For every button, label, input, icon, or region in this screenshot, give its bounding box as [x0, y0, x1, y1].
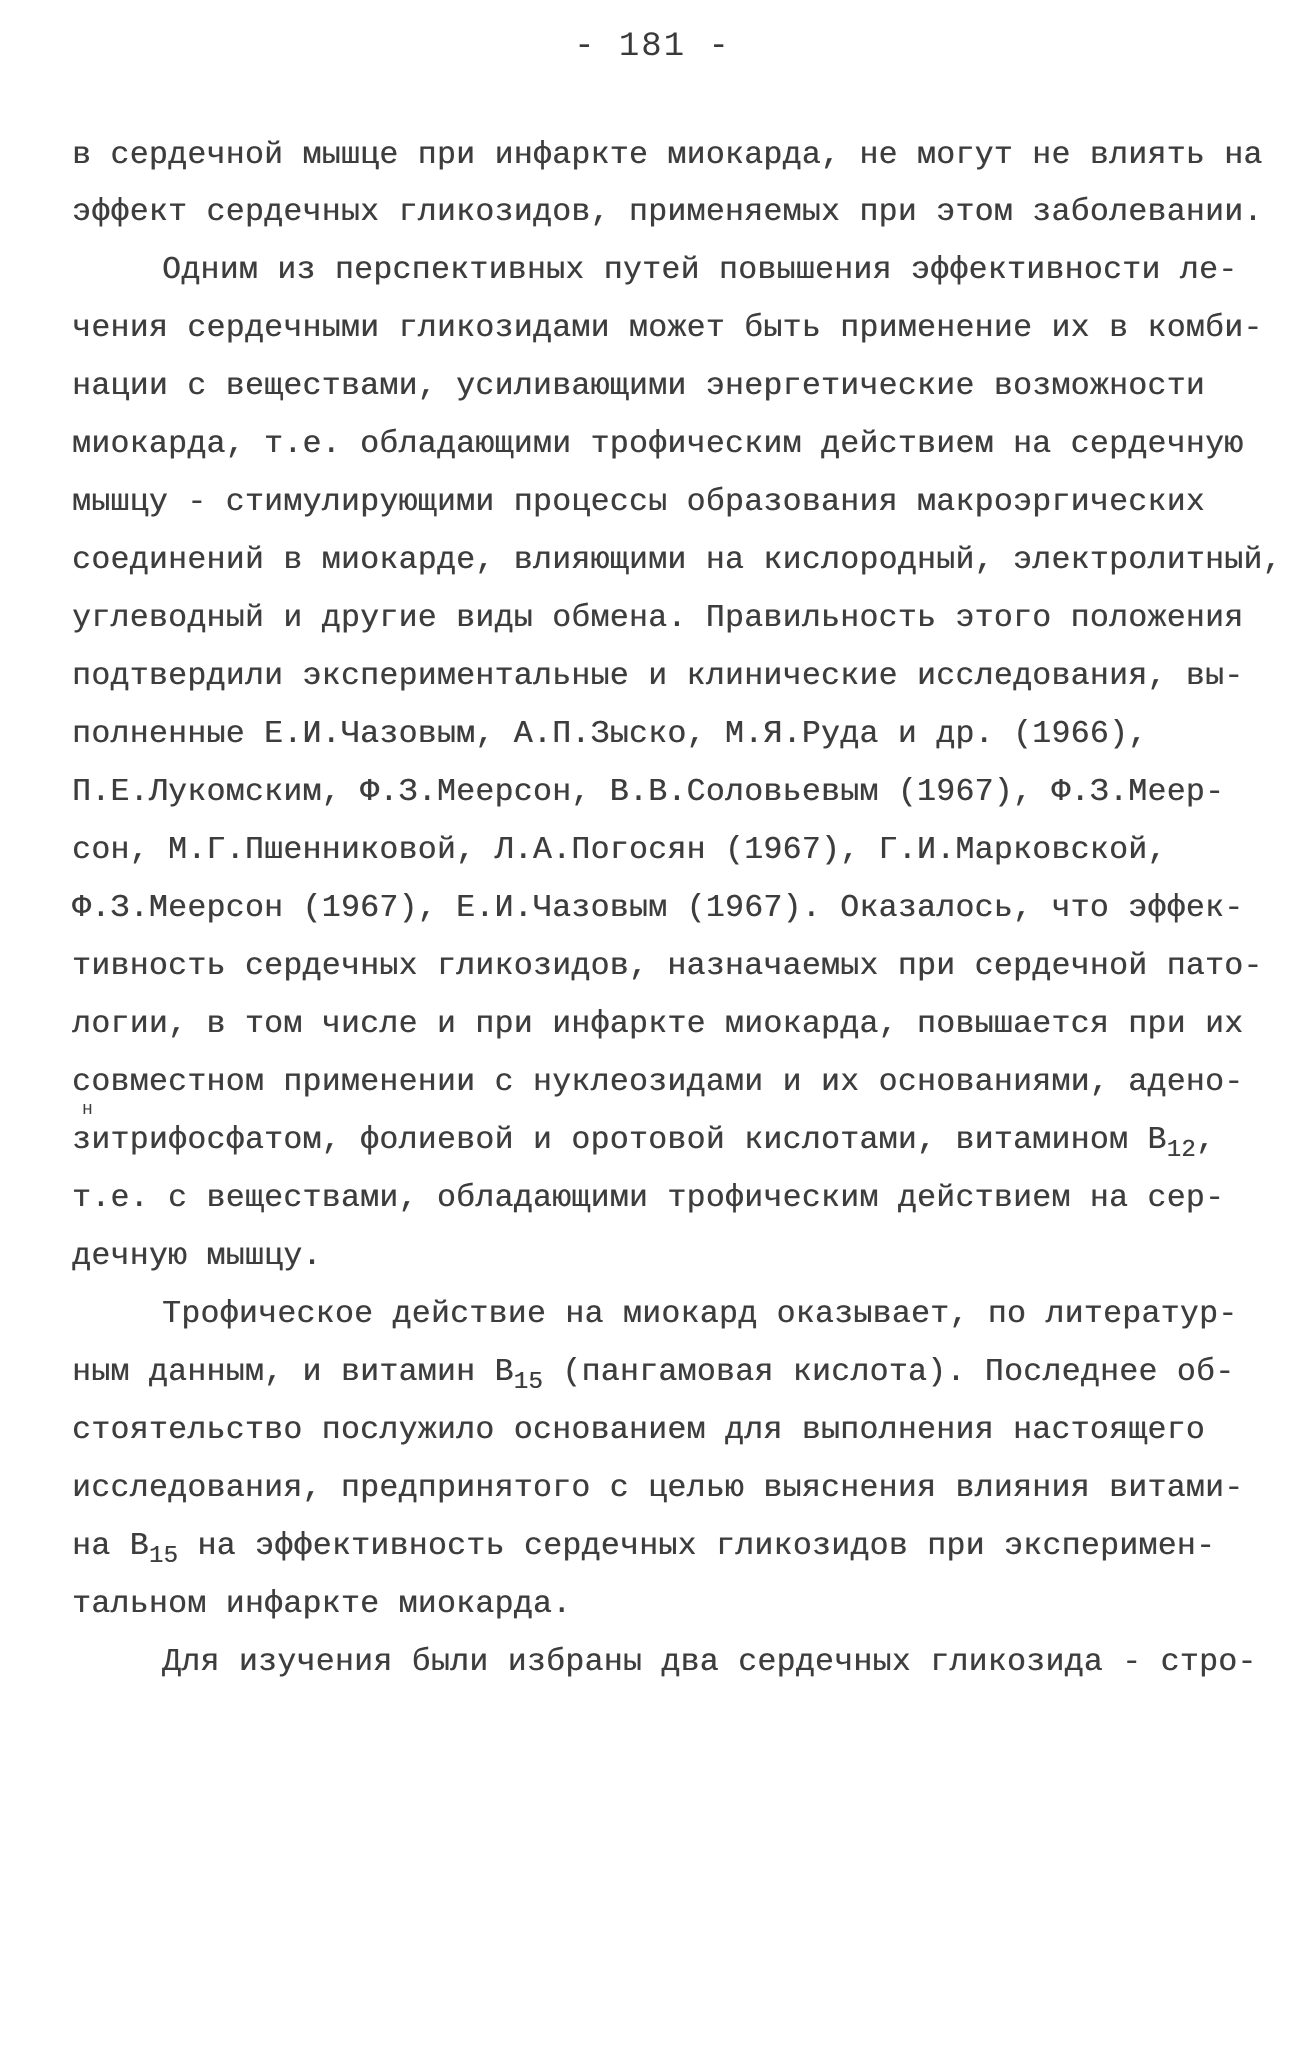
subscript: 15 [148, 1543, 179, 1570]
subscript: 12 [1166, 1137, 1196, 1164]
text-line: исследования, предпринятого с целью выяснения влияния витами- [72, 1471, 1244, 1506]
text-line-with-subscript [72, 1123, 1216, 1164]
line-text: ным данным, и витамин B [72, 1355, 514, 1390]
text-line-with-subscript [72, 1529, 1216, 1570]
paragraph-start-line [162, 1297, 1237, 1332]
line-text: на эффективность сердечных гликозидов при эксперимен- [178, 1529, 1216, 1564]
text-line: подтвердили экспериментальные и клинические исследования, вы- [72, 659, 1244, 694]
text-line: П.Е.Лукомским, Ф.З.Меерсон, В.В.Соловьевым (1967), Ф.З.Меер- [72, 775, 1225, 810]
line-text: Трофическое действие на миокард оказывает, по литератур- [162, 1297, 1238, 1332]
line-text: зитрифосфатом, фолиевой и оротовой кислотами, витамином B [72, 1123, 1167, 1158]
handwritten-correction-mark: н [82, 1100, 93, 1120]
paragraph-start-line: Одним из перспективных путей повышения эффективности ле- [162, 253, 1238, 288]
text-line: тальном инфаркте миокарда. [72, 1587, 572, 1622]
paragraph-start-line: Для изучения были избраны два сердечных гликозида - стро- [162, 1645, 1257, 1680]
text-line: мышцу - стимулирующими процессы образования макроэргических [72, 485, 1205, 520]
text-line: чения сердечными гликозидами может быть применение их в комби- [72, 311, 1263, 346]
line-text: , [1195, 1123, 1216, 1158]
text-line: дечную мышцу. [72, 1239, 322, 1274]
text-line: стоятельство послужило основанием для выполнения настоящего [72, 1413, 1205, 1448]
text-line: совместном применении с нуклеозидами и их основаниями, адено- [72, 1065, 1244, 1100]
page-number: - 181 - [574, 28, 731, 66]
text-line: соединений в миокарде, влияющими на кислородный, электролитный, [72, 543, 1282, 578]
text-line: полненные Е.И.Чазовым, А.П.Зыско, М.Я.Руда и др. (1966), [72, 717, 1148, 752]
text-line-with-subscript [72, 1355, 1235, 1396]
text-line: в сердечной мышце при инфаркте миокарда, не могут не влиять на [72, 138, 1263, 173]
text-line: эффект сердечных гликозидов, применяемых при этом заболевании. [72, 195, 1263, 230]
line-text: (пангамовая кислота). Последнее об- [543, 1355, 1235, 1390]
text-line: Ф.З.Меерсон (1967), Е.И.Чазовым (1967). Оказалось, что эффек- [72, 891, 1244, 926]
text-line: углеводный и другие виды обмена. Правильность этого положения [72, 601, 1244, 636]
text-line: логии, в том числе и при инфаркте миокарда, повышается при их [72, 1007, 1244, 1042]
text-line: сон, М.Г.Пшенниковой, Л.А.Погосян (1967), Г.И.Марковской, [72, 833, 1167, 868]
text-line: т.е. с веществами, обладающими трофическим действием на сер- [72, 1181, 1225, 1216]
text-line: нации с веществами, усиливающими энергетические возможности [72, 369, 1205, 404]
line-text: на B [72, 1529, 149, 1564]
text-line: миокарда, т.е. обладающими трофическим действием на сердечную [72, 427, 1244, 462]
text-line: тивность сердечных гликозидов, назначаемых при сердечной пато- [72, 949, 1263, 984]
subscript: 15 [513, 1369, 544, 1396]
